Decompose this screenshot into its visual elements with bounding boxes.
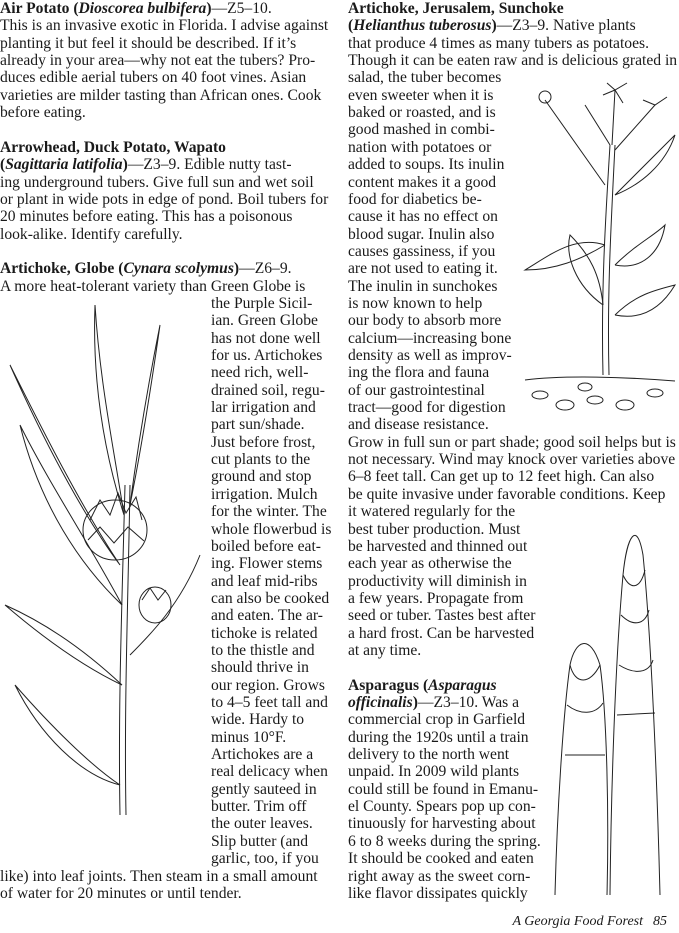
text-line: planting it but feel it should be described. If it’s xyxy=(0,34,297,52)
text-line: ing underground tubers. Give full sun and wet soil xyxy=(0,173,314,191)
scientific-name: Cynara scolymus xyxy=(123,260,234,278)
text-line: boiled before eat- xyxy=(211,537,321,555)
text-line: need rich, well- xyxy=(211,364,309,382)
common-name: ) xyxy=(233,260,240,278)
text-line: real delicacy when xyxy=(211,763,328,781)
text-line: The inulin in sunchokes xyxy=(348,277,498,295)
page-number: 85 xyxy=(653,914,667,929)
text-line: commercial crop in Garfield xyxy=(348,711,526,729)
text-line: tinuously for harvesting about xyxy=(348,815,536,833)
zone-text: —Z3–9. Edible nutty tast- xyxy=(127,156,292,174)
scientific-name: Dioscorea bulbifera xyxy=(78,0,207,17)
text-line: It should be cooked and eaten xyxy=(348,850,534,868)
text-line: unpaid. In 2009 wild plants xyxy=(348,763,520,781)
common-name: Asparagus ( xyxy=(348,676,429,694)
text-line: salad, the tuber becomes xyxy=(348,69,502,87)
common-name: Air Potato ( xyxy=(0,0,79,17)
common-name: ( xyxy=(348,17,354,35)
text-line: garlic, too, if you xyxy=(211,850,319,868)
text-line: a hard frost. Can be harvested xyxy=(348,624,535,642)
text-line: Though it can be eaten raw and is delicious grated in xyxy=(348,52,678,70)
text-line: nation with potatoes or xyxy=(348,138,492,156)
text-line: This is an invasive exotic in Florida. I advise against xyxy=(0,17,329,35)
text-line: to 4–5 feet tall and xyxy=(211,694,328,711)
text-line: and leaf mid-ribs xyxy=(211,572,318,590)
text-line: causes gassiness, if you xyxy=(348,242,496,260)
entry-heading-line xyxy=(348,0,564,17)
text-line: productivity will diminish in xyxy=(348,572,527,590)
text-line: could still be found in Emanu- xyxy=(348,780,539,798)
text-line: our region. Grows xyxy=(211,676,325,694)
text-line: the outer leaves. xyxy=(211,815,313,833)
zone-text: —Z3–10. Was a xyxy=(417,694,520,711)
text-line: ian. Green Globe xyxy=(211,312,318,330)
text-line: to the thistle and xyxy=(211,641,315,659)
text-line: right away as the sweet corn- xyxy=(348,867,531,885)
common-name: Artichoke, Globe ( xyxy=(0,260,124,278)
text-line: butter. Trim off xyxy=(211,798,307,816)
text-line: baked or roasted, and is xyxy=(348,104,496,122)
common-name: ) xyxy=(206,0,212,17)
text-line: cause it has no effect on xyxy=(348,208,498,226)
text-line: blood sugar. Inulin also xyxy=(348,225,495,243)
text-line: 20 minutes before eating. This has a poisonous xyxy=(0,208,293,226)
text-line: for us. Artichokes xyxy=(211,347,323,364)
text-line: of water for 20 minutes or until tender. xyxy=(0,884,242,902)
text-line: gently sauteed in xyxy=(211,780,317,798)
text-line: 6 to 8 weeks during the spring. xyxy=(348,832,541,850)
text-line: whole flowerbud is xyxy=(211,520,332,538)
text-line: and disease resistance. xyxy=(348,416,489,434)
text-line: can also be cooked xyxy=(211,589,330,607)
common-name: ) xyxy=(491,17,497,35)
text-line: calcium—increasing bone xyxy=(348,329,512,347)
text-line: 6–8 feet tall. Can get up to 12 feet high. Can also xyxy=(348,468,655,486)
text-line: drained soil, regu- xyxy=(211,381,325,399)
text-line: Slip butter (and xyxy=(211,832,309,850)
page-footer xyxy=(512,914,667,930)
text-line: density as well as improv- xyxy=(348,347,512,364)
text-line: ing. Flower stems xyxy=(211,555,323,573)
text-line: each year as otherwise the xyxy=(348,555,512,573)
text-line: duces edible aerial tubers on 40 foot vines. Asian xyxy=(0,69,307,87)
text-line: wide. Hardy to xyxy=(211,711,305,729)
common-name: Arrowhead, Duck Potato, Wapato xyxy=(0,138,226,156)
text-line: and eaten. The ar- xyxy=(211,607,323,625)
entry-heading-line xyxy=(0,260,292,277)
text-line: has not done well xyxy=(211,329,321,347)
text-line: for the winter. The xyxy=(211,503,327,521)
book-title: A Georgia Food Forest xyxy=(512,914,643,929)
text-line: Just before frost, xyxy=(211,433,316,451)
artichoke-globe-illustration xyxy=(0,305,210,825)
text-line: added to soups. Its inulin xyxy=(348,156,505,174)
entry-heading-line xyxy=(348,17,636,34)
scientific-name: Helianthus tuberosus xyxy=(353,17,492,35)
text-line: ground and stop xyxy=(211,468,312,486)
text-line: ing the flora and fauna xyxy=(348,364,490,382)
scientific-name: Sagittaria latifolia xyxy=(5,156,123,174)
text-line: at any time. xyxy=(348,641,422,659)
text-line: a few years. Propagate from xyxy=(348,589,524,607)
text-line: that produce 4 times as many tubers as potatoes. xyxy=(348,34,649,52)
text-line: cut plants to the xyxy=(211,451,311,469)
text-line: A more heat-tolerant variety than Green Globe is xyxy=(0,277,306,295)
common-name: ( xyxy=(0,156,6,174)
entry-heading-line xyxy=(0,0,272,17)
text-line: like flavor dissipates quickly xyxy=(348,884,528,902)
text-line: the Purple Sicil- xyxy=(211,294,313,312)
text-line: Grow in full sun or part shade; good soil helps but is xyxy=(348,433,676,451)
text-line: delivery to the north went xyxy=(348,746,510,764)
common-name: Artichoke, Jerusalem, Sunchoke xyxy=(348,0,564,17)
text-line: are not used to eating it. xyxy=(348,260,498,278)
text-line: lar irrigation and xyxy=(211,399,316,417)
text-line: look-alike. Identify carefully. xyxy=(0,225,183,243)
text-line: before eating. xyxy=(0,104,86,122)
entry-heading-line xyxy=(0,139,226,156)
text-line: tract—good for digestion xyxy=(348,399,506,417)
common-name: ) xyxy=(412,694,418,711)
zone-text: —Z5–10. xyxy=(211,0,272,17)
text-line: be harvested and thinned out xyxy=(348,537,528,555)
text-line: varieties are milder tasting than African ones. Cook xyxy=(0,86,322,104)
text-line: like) into leaf joints. Then steam in a small amount xyxy=(0,867,318,885)
sunchoke-illustration xyxy=(515,75,679,415)
text-line: of our gastrointestinal xyxy=(348,381,485,399)
asparagus-illustration xyxy=(545,515,679,900)
text-line: tichoke is related xyxy=(211,624,318,642)
text-line: seed or tuber. Tastes best after xyxy=(348,607,536,625)
common-name: ) xyxy=(122,156,128,174)
text-line: el County. Spears pop up con- xyxy=(348,798,536,816)
text-line: already in your area—why not eat the tubers? Pro- xyxy=(0,52,316,70)
entry-heading-line xyxy=(0,156,292,173)
text-line: irrigation. Mulch xyxy=(211,485,318,503)
text-line: good mashed in combi- xyxy=(348,121,495,139)
text-line: is now known to help xyxy=(348,294,483,312)
text-line: Artichokes are a xyxy=(211,746,314,764)
text-line: best tuber production. Must xyxy=(348,520,521,538)
entry-heading-line xyxy=(348,677,497,694)
text-line: our body to absorb more xyxy=(348,312,502,330)
text-line: minus 10°F. xyxy=(211,728,287,746)
scientific-name: Asparagus xyxy=(428,676,497,694)
text-line: even sweeter when it is xyxy=(348,86,494,104)
text-line: not necessary. Wind may knock over varieties above xyxy=(348,451,676,469)
text-line: or plant in wide pots in edge of pond. Boil tubers for xyxy=(0,190,329,208)
zone-text: —Z6–9. xyxy=(239,260,292,278)
scientific-name: officinalis xyxy=(348,694,413,711)
text-line: food for diabetics be- xyxy=(348,190,482,208)
entry-heading-line xyxy=(348,694,519,711)
text-line: it watered regularly for the xyxy=(348,503,516,521)
text-line: should thrive in xyxy=(211,659,309,677)
text-line: during the 1920s until a train xyxy=(348,728,529,746)
zone-text: —Z3–9. Native plants xyxy=(496,17,636,35)
text-line: be quite invasive under favorable conditions. Keep xyxy=(348,485,666,503)
text-line: part sun/shade. xyxy=(211,416,305,434)
text-line: content makes it a good xyxy=(348,173,497,191)
